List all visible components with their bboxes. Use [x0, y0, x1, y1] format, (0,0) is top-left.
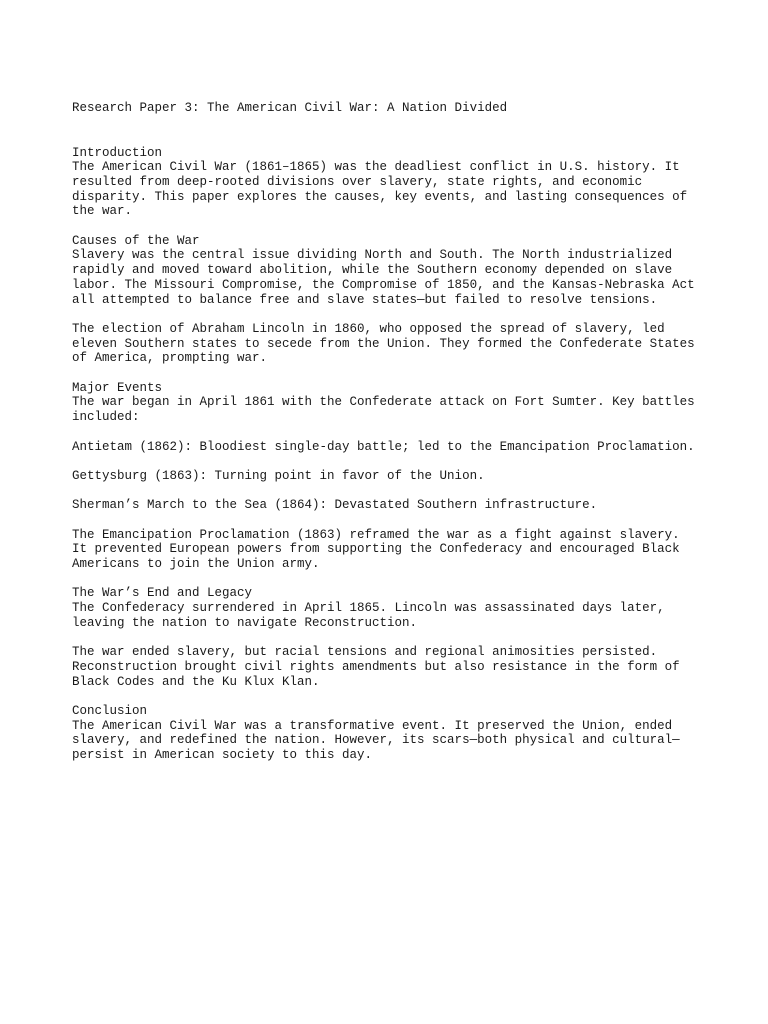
- paragraph-line: Black Codes and the Ku Klux Klan.: [72, 674, 320, 689]
- section-heading: Conclusion: [72, 704, 148, 719]
- paragraph-line: included:: [72, 410, 140, 425]
- paragraph-gap: [72, 454, 712, 469]
- paragraph-line: persist in American society to this day.: [72, 748, 373, 763]
- paragraph-line: The war ended slavery, but racial tensions and regional animosities persisted.: [72, 645, 658, 660]
- section-gap: [72, 219, 712, 234]
- paragraph: [72, 322, 712, 366]
- document-body: [72, 146, 712, 763]
- paragraph-line: The election of Abraham Lincoln in 1860, who opposed the spread of slavery, led: [72, 321, 665, 336]
- paragraph: [72, 395, 712, 424]
- paragraph-line: leaving the nation to navigate Reconstruction.: [72, 615, 418, 630]
- paragraph-line: The Emancipation Proclamation (1863) reframed the war as a fight against slavery.: [72, 527, 680, 542]
- paragraph: [72, 248, 712, 307]
- paragraph-line: Gettysburg (1863): Turning point in favor of the Union.: [72, 468, 485, 483]
- paragraph: [72, 440, 712, 455]
- paragraph: [72, 160, 712, 219]
- paragraph-line: The war began in April 1861 with the Confederate attack on Fort Sumter. Key battles: [72, 395, 695, 410]
- document-page: [72, 72, 712, 778]
- section: [72, 146, 712, 220]
- paragraph-line: Reconstruction brought civil rights amendments but also resistance in the form of: [72, 659, 680, 674]
- paragraph-line: disparity. This paper explores the causes, key events, and lasting consequences of: [72, 189, 688, 204]
- paragraph: [72, 469, 712, 484]
- section-gap: [72, 689, 712, 704]
- paragraph-line: The American Civil War (1861–1865) was the deadliest conflict in U.S. history. It: [72, 160, 680, 175]
- paragraph-line: Americans to join the Union army.: [72, 557, 320, 572]
- paragraph: [72, 601, 712, 630]
- section-heading: The War’s End and Legacy: [72, 586, 253, 601]
- paragraph-gap: [72, 484, 712, 499]
- paragraph-line: slavery, and redefined the nation. However, its scars—both physical and cultural—: [72, 733, 680, 748]
- section-heading: Introduction: [72, 145, 163, 160]
- paragraph-line: of America, prompting war.: [72, 351, 268, 366]
- section: [72, 704, 712, 763]
- paragraph-line: the war.: [72, 204, 133, 219]
- paragraph-gap: [72, 307, 712, 322]
- section-gap: [72, 572, 712, 587]
- section-heading: Major Events: [72, 380, 163, 395]
- paragraph-line: rapidly and moved toward abolition, while the Southern economy depended on slave: [72, 263, 673, 278]
- paragraph-gap: [72, 631, 712, 646]
- paragraph-line: It prevented European powers from supporting the Confederacy and encouraged Black: [72, 542, 680, 557]
- paragraph: [72, 498, 712, 513]
- paragraph-line: Sherman’s March to the Sea (1864): Devastated Southern infrastructure.: [72, 498, 598, 513]
- paragraph-line: Antietam (1862): Bloodiest single-day battle; led to the Emancipation Proclamation.: [72, 439, 695, 454]
- paragraph-gap: [72, 513, 712, 528]
- paragraph-line: eleven Southern states to secede from the Union. They formed the Confederate States: [72, 336, 695, 351]
- paragraph-line: labor. The Missouri Compromise, the Compromise of 1850, and the Kansas-Nebraska Act: [72, 277, 695, 292]
- paragraph-line: resulted from deep-rooted divisions over slavery, state rights, and economic: [72, 174, 643, 189]
- document-title: Research Paper 3: The American Civil War: A Nation Divided: [72, 101, 508, 116]
- paragraph-gap: [72, 425, 712, 440]
- paragraph-line: all attempted to balance free and slave states—but failed to resolve tensions.: [72, 292, 658, 307]
- section: [72, 586, 712, 689]
- paragraph: [72, 528, 712, 572]
- section-gap: [72, 366, 712, 381]
- paragraph-line: Slavery was the central issue dividing North and South. The North industrialized: [72, 248, 673, 263]
- section-heading: Causes of the War: [72, 233, 200, 248]
- paragraph-line: The American Civil War was a transformative event. It preserved the Union, ended: [72, 718, 673, 733]
- section: [72, 381, 712, 572]
- paragraph: [72, 719, 712, 763]
- paragraph-line: The Confederacy surrendered in April 1865. Lincoln was assassinated days later,: [72, 601, 665, 616]
- paragraph: [72, 645, 712, 689]
- section: [72, 234, 712, 366]
